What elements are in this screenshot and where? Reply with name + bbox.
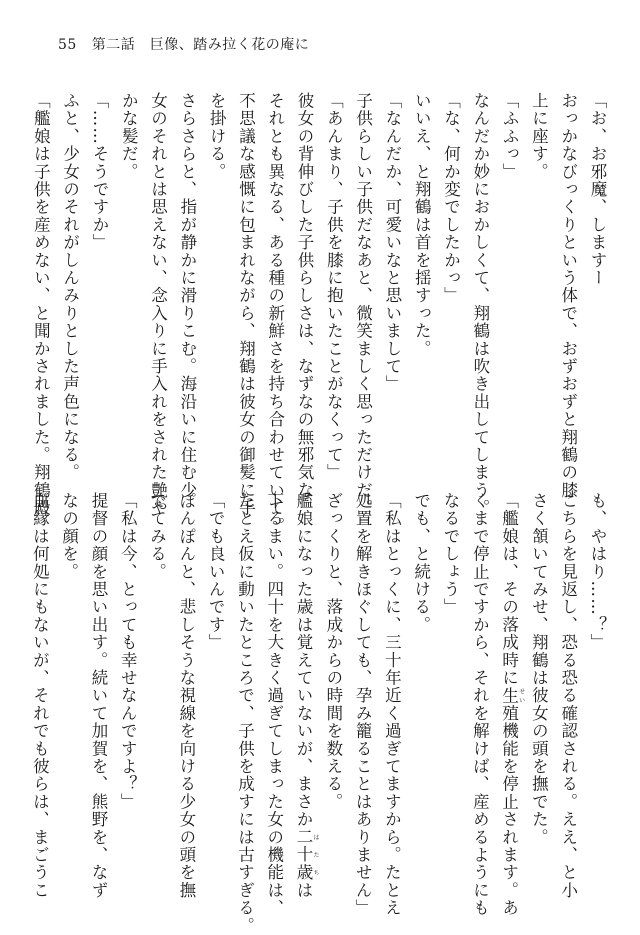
text-line: 「艦娘は、その落成時に生 せい殖機能を停止されます。あ [499, 492, 525, 917]
text-line: 女のそれとは思えない、念入りに手入れをされた艶や [148, 92, 168, 517]
text-line: なんだか妙におかしくて、翔鶴は吹き出してしまう。 [470, 92, 490, 517]
text-line: こちらを見返し、恐る恐る確認される。ええ、と小 [558, 492, 578, 900]
text-line: 下るまい。四十を大きく過ぎてしまった女の機能は、 [264, 492, 284, 917]
text-line: いいえ、と翔鶴は首を揺すった。 [412, 92, 432, 358]
text-line: ふと、少女のそれがしんみりとした声色になる。 [60, 92, 80, 482]
page-number: 55 [58, 37, 77, 53]
text-line: おっかなびっくりという体で、おずおずと翔鶴の膝 [558, 92, 578, 500]
text-line: 艦娘になった歳は覚えていないが、まさか二十歳 はたちは [294, 492, 320, 900]
furigana-reading: せい [517, 686, 525, 705]
text-line: 「艦娘は子供を産めない、と聞かされました。翔鶴殿 [31, 92, 51, 517]
text-line: たとえ仮に動いたところで、子供を成すには古すぎる。 [235, 492, 255, 935]
text-line: くまで停止ですから、それを解けば、産めるようにも [470, 492, 490, 917]
text-block-bottom [30, 492, 612, 935]
furigana-reading: はたち [312, 828, 320, 882]
text-line: 彼女の背伸びした子供らしさは、なずなの無邪気な [295, 92, 315, 500]
text-line: それとも異なる、ある種の新鮮さを持ち合わせていて。 [265, 92, 285, 535]
text-line: 提督の顔を思い出す。続いて加賀を、熊野を、なず [88, 492, 108, 900]
furigana-ruby: 生 せい [499, 686, 525, 705]
text-line: さく頷いてみせ、翔鶴は彼女の頭を撫でた。 [529, 492, 549, 846]
text-line: ざっくりと、落成からの時間を数える。 [323, 492, 343, 811]
text-line: さらさらと、指が静かに滑りこむ。海沿いに住む少 [177, 92, 197, 500]
text-line: 「ふふっ」 [500, 92, 520, 181]
text-line: 「お、お邪魔、しますー [588, 92, 607, 287]
text-line: 「なんだか、可愛いなと思いまして」 [382, 92, 402, 393]
text-line: なるでしょう」 [441, 492, 461, 616]
text-line: 処置を解きほぐしても、孕み籠ることはありません」 [353, 492, 373, 917]
text-line: を掛ける。 [207, 92, 227, 181]
text-line: 上に座す。 [529, 92, 549, 181]
text-block-top [31, 92, 612, 535]
text-line: 「……そうですか」 [89, 92, 109, 252]
text-line: も、やはり……？」 [588, 492, 607, 652]
page-header [58, 34, 309, 54]
text-line: かな髪だ。 [119, 92, 139, 181]
chapter-title: 第二話 巨像、踏み拉く花の庵に [91, 37, 310, 53]
text-line: 「私は今、とっても幸せなんですよ？」 [118, 492, 138, 811]
text-line: ぽんぽんと、悲しそうな視線を向ける少女の頭を撫 [176, 492, 196, 900]
text-line: でも、と続ける。 [411, 492, 431, 634]
text-line: でてみる。 [147, 492, 167, 581]
text-line: 子供らしい子供だなあと、微笑ましく思っただけだ。 [353, 92, 373, 517]
text-line: 「でも良いんです」 [206, 492, 226, 652]
text-line: 「な、何か変でしたかっ」 [441, 92, 461, 305]
text-line: 血縁は何処にもないが、それでも彼らは、まごうこ [30, 492, 50, 900]
text-line: 「あんまり、子供を膝に抱いたことがなくって」 [324, 92, 344, 482]
text-line: なの顔を。 [59, 492, 79, 581]
text-line: 不思議な感慨に包まれながら、翔鶴は彼女の御髪に手 [236, 92, 256, 517]
furigana-ruby: 二十歳 はたち [294, 828, 320, 882]
text-line: 「私はとっくに、三十年近く過ぎてますから。たとえ [382, 492, 402, 917]
